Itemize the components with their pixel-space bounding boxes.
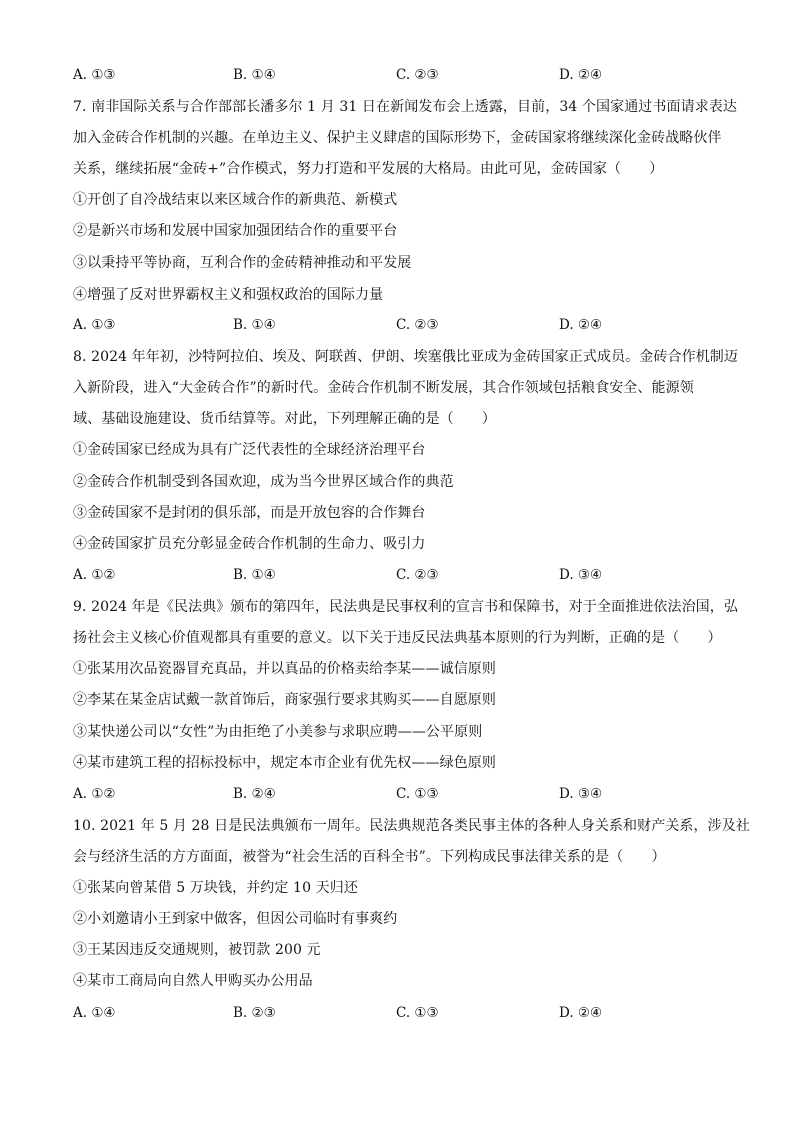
q7-stem-line-1: 7. 南非国际关系与合作部部长潘多尔 1 月 31 日在新闻发布会上透露，目前，34 个国家通过书面请求表达 bbox=[73, 99, 737, 115]
q8-statement-1: ①金砖国家已经成为具有广泛代表性的全球经济治理平台 bbox=[73, 442, 426, 458]
q9-stem-line-1: 9. 2024 年是《民法典》颁布的第四年，民法典是民事权利的宣言书和保障书，对于全面推进依法治国，弘 bbox=[73, 599, 738, 615]
q7-statement-2: ②是新兴市场和发展中国家加强团结合作的重要平台 bbox=[73, 223, 398, 239]
q10-stem-line-2: 会与经济生活的方方面面，被誉为“社会生活的百科全书”。下列构成民事法律关系的是（ ） bbox=[73, 849, 666, 865]
q10-statement-4: ④某市工商局向自然人甲购买办公用品 bbox=[73, 973, 313, 989]
q9-option-c[interactable]: C. ①③ bbox=[396, 786, 439, 802]
q6-options bbox=[73, 65, 723, 85]
q9-statement-2: ②李某在某金店试戴一款首饰后，商家强行要求其购买——自愿原则 bbox=[73, 692, 496, 708]
q10-statement-3: ③王某因违反交通规则，被罚款 200 元 bbox=[73, 942, 321, 958]
q8-statement-2: ②金砖合作机制受到各国欢迎，成为当今世界区域合作的典范 bbox=[73, 474, 454, 490]
q9-statement-1: ①张某用次品瓷器冒充真品，并以真品的价格卖给李某——诚信原则 bbox=[73, 661, 496, 677]
q7-statement-3: ③以秉持平等协商，互利合作的金砖精神推动和平发展 bbox=[73, 255, 412, 271]
q10-option-d[interactable]: D. ②④ bbox=[559, 1005, 603, 1021]
q7-option-d[interactable]: D. ②④ bbox=[559, 317, 603, 333]
q8-statement-3: ③金砖国家不是封闭的俱乐部，而是开放包容的合作舞台 bbox=[73, 505, 426, 521]
q10-option-c[interactable]: C. ①③ bbox=[396, 1005, 439, 1021]
q7-option-c[interactable]: C. ②③ bbox=[396, 317, 439, 333]
q10-option-a[interactable]: A. ①④ bbox=[73, 1005, 116, 1021]
q9-option-a[interactable]: A. ①② bbox=[73, 786, 116, 802]
q9-option-b[interactable]: B. ②④ bbox=[233, 786, 276, 802]
q6-option-c[interactable]: C. ②③ bbox=[396, 67, 439, 83]
q8-options bbox=[73, 565, 723, 585]
q7-statement-1: ①开创了自冷战结束以来区域合作的新典范、新模式 bbox=[73, 192, 398, 208]
q10-stem-line-1: 10. 2021 年 5 月 28 日是民法典颁布一周年。民法典规范各类民事主体的各种人身关系和财产关系，涉及社 bbox=[73, 818, 750, 834]
q10-option-b[interactable]: B. ②③ bbox=[233, 1005, 276, 1021]
q7-option-b[interactable]: B. ①④ bbox=[233, 317, 276, 333]
q8-stem-line-3: 域、基础设施建设、货币结算等。对此，下列理解正确的是（ ） bbox=[73, 411, 496, 427]
q8-option-c[interactable]: C. ②③ bbox=[396, 567, 439, 583]
q7-stem-line-3: 关系，继续拓展“金砖+”合作模式，努力打造和平发展的大格局。由此可见，金砖国家（ ） bbox=[73, 161, 664, 177]
q6-option-d[interactable]: D. ②④ bbox=[559, 67, 603, 83]
q7-stem-line-2: 加入金砖合作机制的兴趣。在单边主义、保护主义肆虐的国际形势下，金砖国家将继续深化金砖战略伙伴 bbox=[73, 130, 722, 146]
q8-stem-line-1: 8. 2024 年年初，沙特阿拉伯、埃及、阿联酋、伊朗、埃塞俄比亚成为金砖国家正式成员。金砖合作机制迈 bbox=[73, 349, 738, 365]
q9-option-d[interactable]: D. ③④ bbox=[559, 786, 603, 802]
q9-options bbox=[73, 784, 723, 804]
q10-statement-1: ①张某向曾某借 5 万块钱，并约定 10 天归还 bbox=[73, 880, 358, 896]
q8-statement-4: ④金砖国家扩员充分彰显金砖合作机制的生命力、吸引力 bbox=[73, 536, 426, 552]
q9-statement-3: ③某快递公司以“女性”为由拒绝了小美参与求职应聘——公平原则 bbox=[73, 724, 483, 740]
q8-stem-line-2: 入新阶段，进入“大金砖合作”的新时代。金砖合作机制不断发展，其合作领域包括粮食安全、能源领 bbox=[73, 380, 694, 396]
q10-statement-2: ②小刘邀请小王到家中做客，但因公司临时有事爽约 bbox=[73, 911, 398, 927]
q7-statement-4: ④增强了反对世界霸权主义和强权政治的国际力量 bbox=[73, 287, 384, 303]
q8-option-d[interactable]: D. ③④ bbox=[559, 567, 603, 583]
q6-option-a[interactable]: A. ①③ bbox=[73, 67, 116, 83]
q8-option-b[interactable]: B. ①④ bbox=[233, 567, 276, 583]
q10-options bbox=[73, 1003, 723, 1023]
q9-statement-4: ④某市建筑工程的招标投标中，规定本市企业有优先权——绿色原则 bbox=[73, 755, 496, 771]
q6-option-b[interactable]: B. ①④ bbox=[233, 67, 276, 83]
q8-option-a[interactable]: A. ①② bbox=[73, 567, 116, 583]
q7-options bbox=[73, 315, 723, 335]
q7-option-a[interactable]: A. ①③ bbox=[73, 317, 116, 333]
q9-stem-line-2: 扬社会主义核心价值观都具有重要的意义。以下关于违反民法典基本原则的行为判断，正确的是（ ） bbox=[73, 630, 722, 646]
